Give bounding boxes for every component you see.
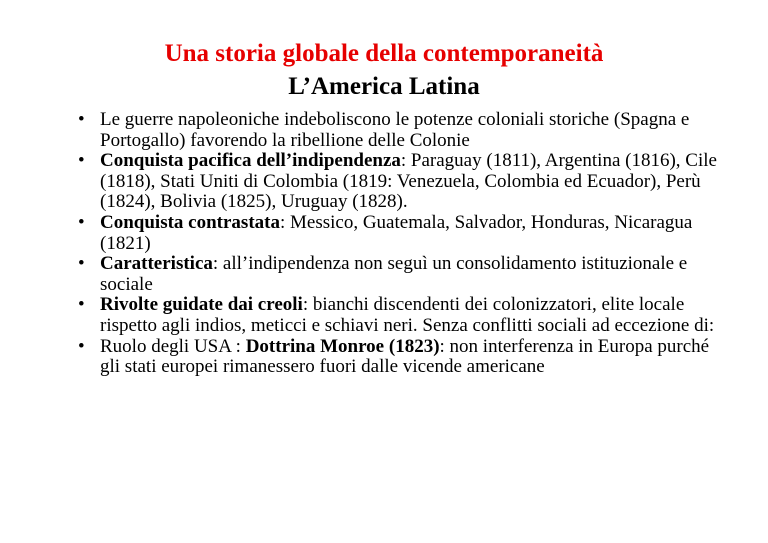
bullet-text: : Messico, Guatemala, Salvador, Honduras, Nicaragua (1821) — [100, 211, 693, 254]
bullet-item-peaceful-independence — [78, 151, 718, 213]
bullet-list — [78, 110, 718, 378]
bullet-icon: • — [78, 253, 85, 275]
bullet-bold-term: Conquista contrastata — [100, 211, 280, 233]
slide-subtitle: L’America Latina — [288, 73, 480, 100]
bullet-icon: • — [78, 211, 85, 233]
bullet-bold-term: Rivolte guidate dai creoli — [100, 294, 303, 316]
bullet-item-napoleonic-wars — [78, 110, 718, 151]
bullet-item-characteristic — [78, 254, 718, 295]
bullet-text: : bianchi discendenti dei colonizzatori, elite locale rispetto agli indios, meticci e schiavi neri. Senza conflitti sociali ad eccezione di: — [100, 294, 715, 336]
bullet-text: : Paraguay (1811), Argentina (1816), Cile (1818), Stati Uniti di Colombia (1819: Venezuela, Colombia ed Ecuador), Perù (1824), Bolivia (1825), Uruguay (1828). — [100, 150, 717, 213]
slide-title: Una storia globale della contemporaneità — [164, 40, 604, 67]
bullet-item-usa-role — [78, 337, 718, 378]
bullet-item-creole-revolts — [78, 295, 718, 336]
bullet-text: Le guerre napoleoniche indeboliscono le potenze coloniali storiche (Spagna e Portogallo) favorendo la ribellione delle Colonie — [100, 109, 690, 151]
bullet-prefix: Ruolo degli USA : — [100, 335, 246, 357]
bullet-bold-term: Dottrina Monroe (1823) — [245, 335, 440, 357]
bullet-text: : all’indipendenza non seguì un consolidamento istituzionale e sociale — [100, 253, 688, 295]
bullet-icon: • — [78, 109, 85, 130]
bullet-item-contested-independence — [78, 213, 718, 254]
bullet-bold-term: Conquista pacifica dell’indipendenza — [100, 150, 401, 172]
bullet-icon: • — [78, 150, 85, 172]
bullet-icon: • — [78, 335, 85, 357]
bullet-icon: • — [78, 294, 85, 316]
bullet-bold-term: Caratteristica — [100, 253, 213, 275]
bullet-text: : non interferenza in Europa purché gli stati europei rimanessero fuori dalle vicende americane — [100, 335, 710, 378]
